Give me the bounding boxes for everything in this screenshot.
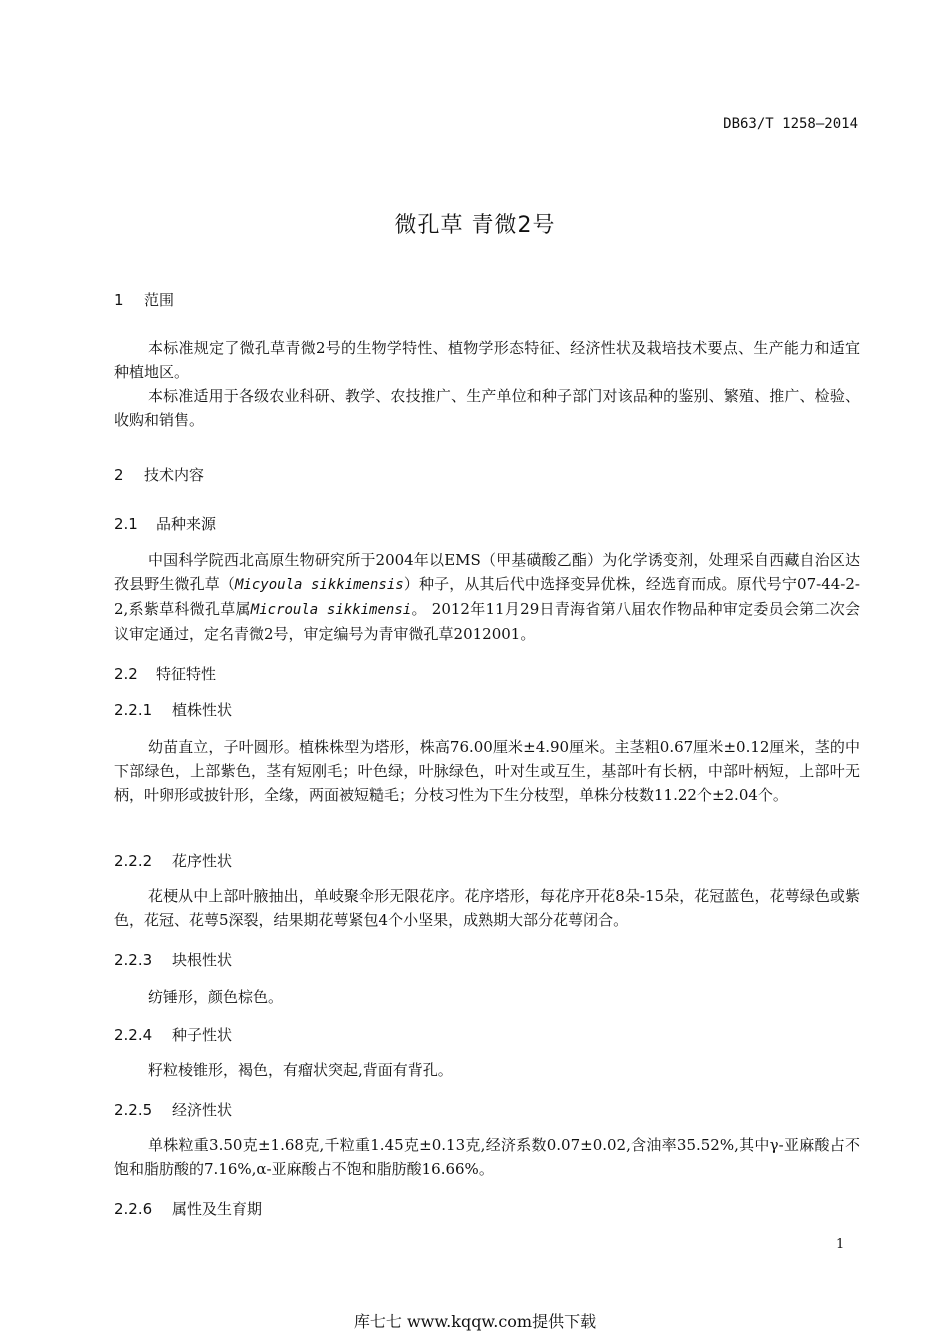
section-title: 块根性状 <box>172 951 233 969</box>
section-number: 2.2.1 <box>114 701 153 719</box>
section-number: 2.2.2 <box>114 852 153 870</box>
section-title: 范围 <box>144 291 175 309</box>
paragraph-seed-traits: 籽粒棱锥形，褐色，有瘤状突起,背面有背孔。 <box>148 1061 453 1079</box>
download-footer: 库七七 www.kqqw.com提供下载 <box>353 1312 597 1331</box>
paragraph-root-traits: 纺锤形，颜色棕色。 <box>148 988 284 1006</box>
section-heading-2 <box>114 464 204 485</box>
section-heading-1 <box>114 289 174 310</box>
scientific-name: Microula sikkimensi <box>250 602 412 618</box>
section-title: 属性及生育期 <box>172 1200 263 1218</box>
scientific-name: Micyoula sikkimensis <box>235 577 404 593</box>
text-run: 。 2012年11月29日青海省第八届农作物品种审定委员会第二次会议审定通过，定名青微2号，审定编号为青审微孔草2012001。 <box>114 600 860 643</box>
section-number: 2 <box>114 466 124 484</box>
section-number: 2.2.5 <box>114 1101 153 1119</box>
section-title: 植株性状 <box>172 701 233 719</box>
text-run: ）种子，从其后代中选择变异优株，经选育而成。原代号宁07-44-2-2,系紫草科微孔草属 <box>114 575 860 618</box>
section-title: 种子性状 <box>172 1026 233 1044</box>
section-number: 2.2.6 <box>114 1200 153 1218</box>
section-number: 2.1 <box>114 515 138 533</box>
paragraph-economic-traits: 单株粒重3.50克±1.68克,千粒重1.45克±0.13克,经济系数0.07±0.02,含油率35.52%,其中γ-亚麻酸占不饱和脂肪酸的7.16%,α-亚麻酸占不饱和脂肪酸16.66%。 <box>114 1136 860 1178</box>
paragraph-scope-2: 本标准适用于各级农业科研、教学、农技推广、生产单位和种子部门对该品种的鉴别、繁殖、推广、检验、收购和销售。 <box>114 387 860 429</box>
standard-code: DB63/T 1258—2014 <box>723 116 858 132</box>
section-title: 经济性状 <box>172 1101 233 1119</box>
section-heading-2-2-5 <box>114 1099 232 1120</box>
section-heading-2-2-2 <box>114 850 232 871</box>
section-heading-2-2 <box>114 663 216 684</box>
section-title: 品种来源 <box>156 515 217 533</box>
section-title: 特征特性 <box>156 665 217 683</box>
section-heading-2-1 <box>114 513 216 534</box>
section-number: 2.2 <box>114 665 138 683</box>
text-run: 中国科学院西北高原生物研究所于2004年以EMS（甲基磺酸乙酯）为化学诱变剂，处理采自西藏自治区达孜县野生微孔草（ <box>114 551 860 593</box>
section-title: 花序性状 <box>172 852 233 870</box>
document-title: 微孔草 青微2号 <box>394 213 556 238</box>
section-title: 技术内容 <box>144 466 205 484</box>
section-heading-2-2-1 <box>114 699 232 720</box>
section-heading-2-2-4 <box>114 1024 232 1045</box>
paragraph-inflorescence-traits: 花梗从中上部叶腋抽出，单岐聚伞形无限花序。花序塔形，每花序开花8朵-15朵，花冠蓝色，花萼绿色或紫色，花冠、花萼5深裂，结果期花萼紧包4个小坚果，成熟期大部分花萼闭合。 <box>114 887 860 929</box>
section-heading-2-2-6 <box>114 1198 262 1219</box>
paragraph-plant-traits: 幼苗直立，子叶圆形。植株株型为塔形，株高76.00厘米±4.90厘米。主茎粗0.67厘米±0.12厘米，茎的中下部绿色，上部紫色，茎有短刚毛；叶色绿，叶脉绿色，叶对生或互生，基部叶有长柄，中部叶柄短，上部叶无柄，叶卵形或披针形，全缘，两面被短糙毛；分枝习性为下生分枝型，单株分枝数11.22个±2.04个。 <box>114 738 860 804</box>
paragraph-variety-origin <box>114 548 860 646</box>
section-heading-2-2-3 <box>114 949 232 970</box>
page-number: 1 <box>836 1237 845 1252</box>
section-number: 1 <box>114 291 124 309</box>
section-number: 2.2.4 <box>114 1026 153 1044</box>
section-number: 2.2.3 <box>114 951 153 969</box>
paragraph-scope-1: 本标准规定了微孔草青微2号的生物学特性、植物学形态特征、经济性状及栽培技术要点、生产能力和适宜种植地区。 <box>114 339 860 381</box>
